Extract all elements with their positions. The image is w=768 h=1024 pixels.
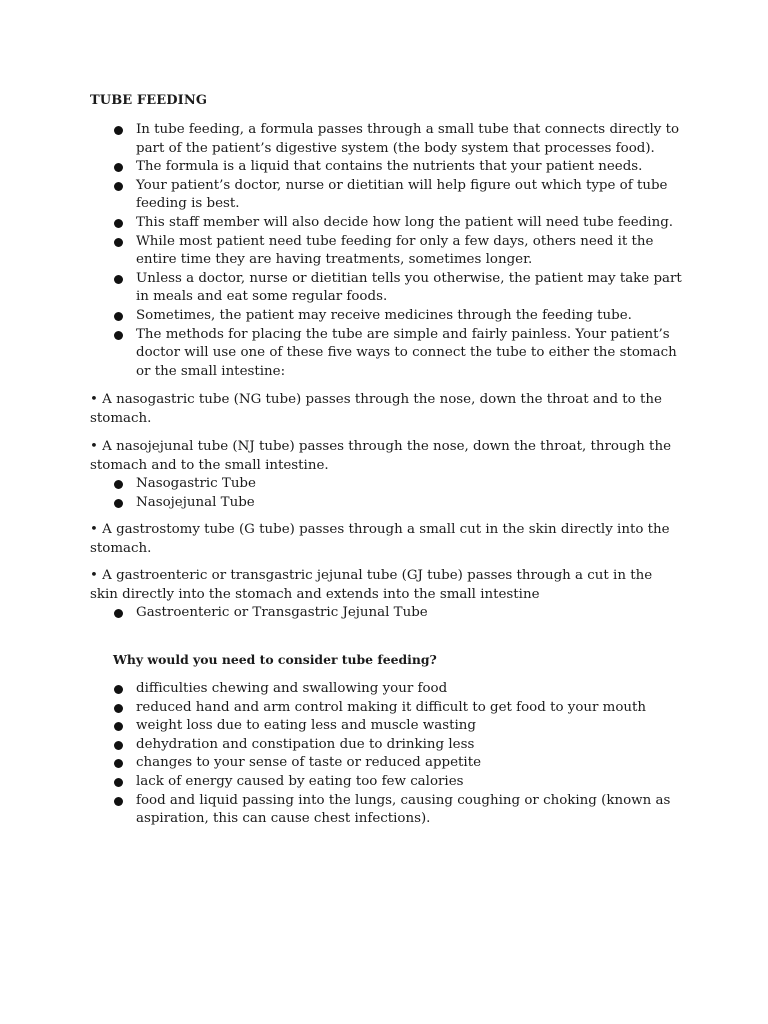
- list-item-text: food and liquid passing into the lungs, causing coughing or choking (known as aspiration, this can cause chest infections).: [136, 792, 671, 827]
- list-item: [0, 754, 768, 773]
- list-item: [0, 494, 768, 513]
- nj-tube-paragraph: • A nasojejunal tube (NJ tube) passes through the nose, down the throat, through the stomach and to the small intestine.: [90, 439, 671, 473]
- list-item-text: lack of energy caused by eating too few calories: [136, 773, 464, 789]
- list-item: [0, 604, 768, 623]
- bullet-icon: [114, 163, 123, 172]
- list-item: [0, 792, 768, 829]
- list-item-text: The methods for placing the tube are simple and fairly painless. Your patient’s doctor will use one of these five ways to connect the tube to either the stomach or the small intestine:: [136, 326, 677, 379]
- list-item: [0, 326, 768, 382]
- bullet-icon: [114, 275, 123, 284]
- list-item: [0, 158, 768, 177]
- intro-bullet-list: [0, 121, 768, 381]
- bullet-icon: [114, 685, 123, 694]
- bullet-icon: [114, 704, 123, 713]
- bullet-icon: [114, 499, 123, 508]
- bullet-icon: [114, 126, 123, 135]
- bullet-icon: [114, 480, 123, 489]
- list-item: [0, 177, 768, 214]
- list-item-text: Your patient’s doctor, nurse or dietitian will help figure out which type of tube feeding is best.: [136, 177, 668, 212]
- bullet-icon: [114, 182, 123, 191]
- bullet-icon: [114, 238, 123, 247]
- section-heading: Why would you need to consider tube feeding?: [113, 652, 437, 667]
- list-item: [0, 214, 768, 233]
- bullet-icon: [114, 609, 123, 618]
- bullet-icon: [114, 797, 123, 806]
- list-item: [0, 717, 768, 736]
- page-title: TUBE FEEDING: [90, 93, 208, 108]
- nose-tube-list: [0, 475, 768, 512]
- list-item: [0, 233, 768, 270]
- g-tube-paragraph: • A gastrostomy tube (G tube) passes through a small cut in the skin directly into the stomach.: [90, 522, 670, 556]
- list-item-text: changes to your sense of taste or reduced appetite: [136, 755, 482, 771]
- list-item: [0, 121, 768, 158]
- list-item: [0, 475, 768, 494]
- list-item: [0, 736, 768, 755]
- ng-tube-paragraph: • A nasogastric tube (NG tube) passes through the nose, down the throat and to the stomach.: [90, 392, 662, 426]
- bullet-icon: [114, 722, 123, 731]
- bullet-icon: [114, 219, 123, 228]
- list-item-text: dehydration and constipation due to drinking less: [136, 736, 475, 752]
- list-item-text: In tube feeding, a formula passes through a small tube that connects directly to part of the patient’s digestive system (the body system that processes food).: [136, 122, 680, 156]
- list-item: [0, 680, 768, 699]
- list-item-text: The formula is a liquid that contains the nutrients that your patient needs.: [136, 159, 643, 175]
- list-item-text: Nasogastric Tube: [136, 476, 256, 491]
- reasons-bullet-list: [0, 680, 768, 829]
- list-item-text: Nasojejunal Tube: [136, 494, 255, 510]
- list-item-text: difficulties chewing and swallowing your food: [136, 681, 448, 696]
- list-item-text: reduced hand and arm control making it difficult to get food to your mouth: [136, 699, 647, 715]
- bullet-icon: [114, 778, 123, 787]
- list-item: [0, 773, 768, 792]
- list-item-text: Sometimes, the patient may receive medicines through the feeding tube.: [136, 307, 632, 323]
- bullet-icon: [114, 741, 123, 750]
- list-item-text: This staff member will also decide how long the patient will need tube feeding.: [136, 214, 674, 230]
- bullet-icon: [114, 331, 123, 340]
- bullet-icon: [114, 759, 123, 768]
- list-item-text: Gastroenteric or Transgastric Jejunal Tube: [136, 605, 428, 620]
- list-item: [0, 699, 768, 718]
- list-item: [0, 307, 768, 326]
- list-item: [0, 270, 768, 307]
- list-item-text: Unless a doctor, nurse or dietitian tells you otherwise, the patient may take part in meals and eat some regular foods.: [136, 270, 682, 305]
- gj-tube-list: [0, 604, 768, 623]
- list-item-text: While most patient need tube feeding for only a few days, others need it the entire time they are having treatments, sometimes longer.: [136, 233, 654, 268]
- list-item-text: weight loss due to eating less and muscle wasting: [136, 718, 476, 734]
- gj-tube-paragraph: • A gastroenteric or transgastric jejunal tube (GJ tube) passes through a cut in the skin directly into the stomach and extends into the small intestine: [90, 568, 653, 602]
- bullet-icon: [114, 312, 123, 321]
